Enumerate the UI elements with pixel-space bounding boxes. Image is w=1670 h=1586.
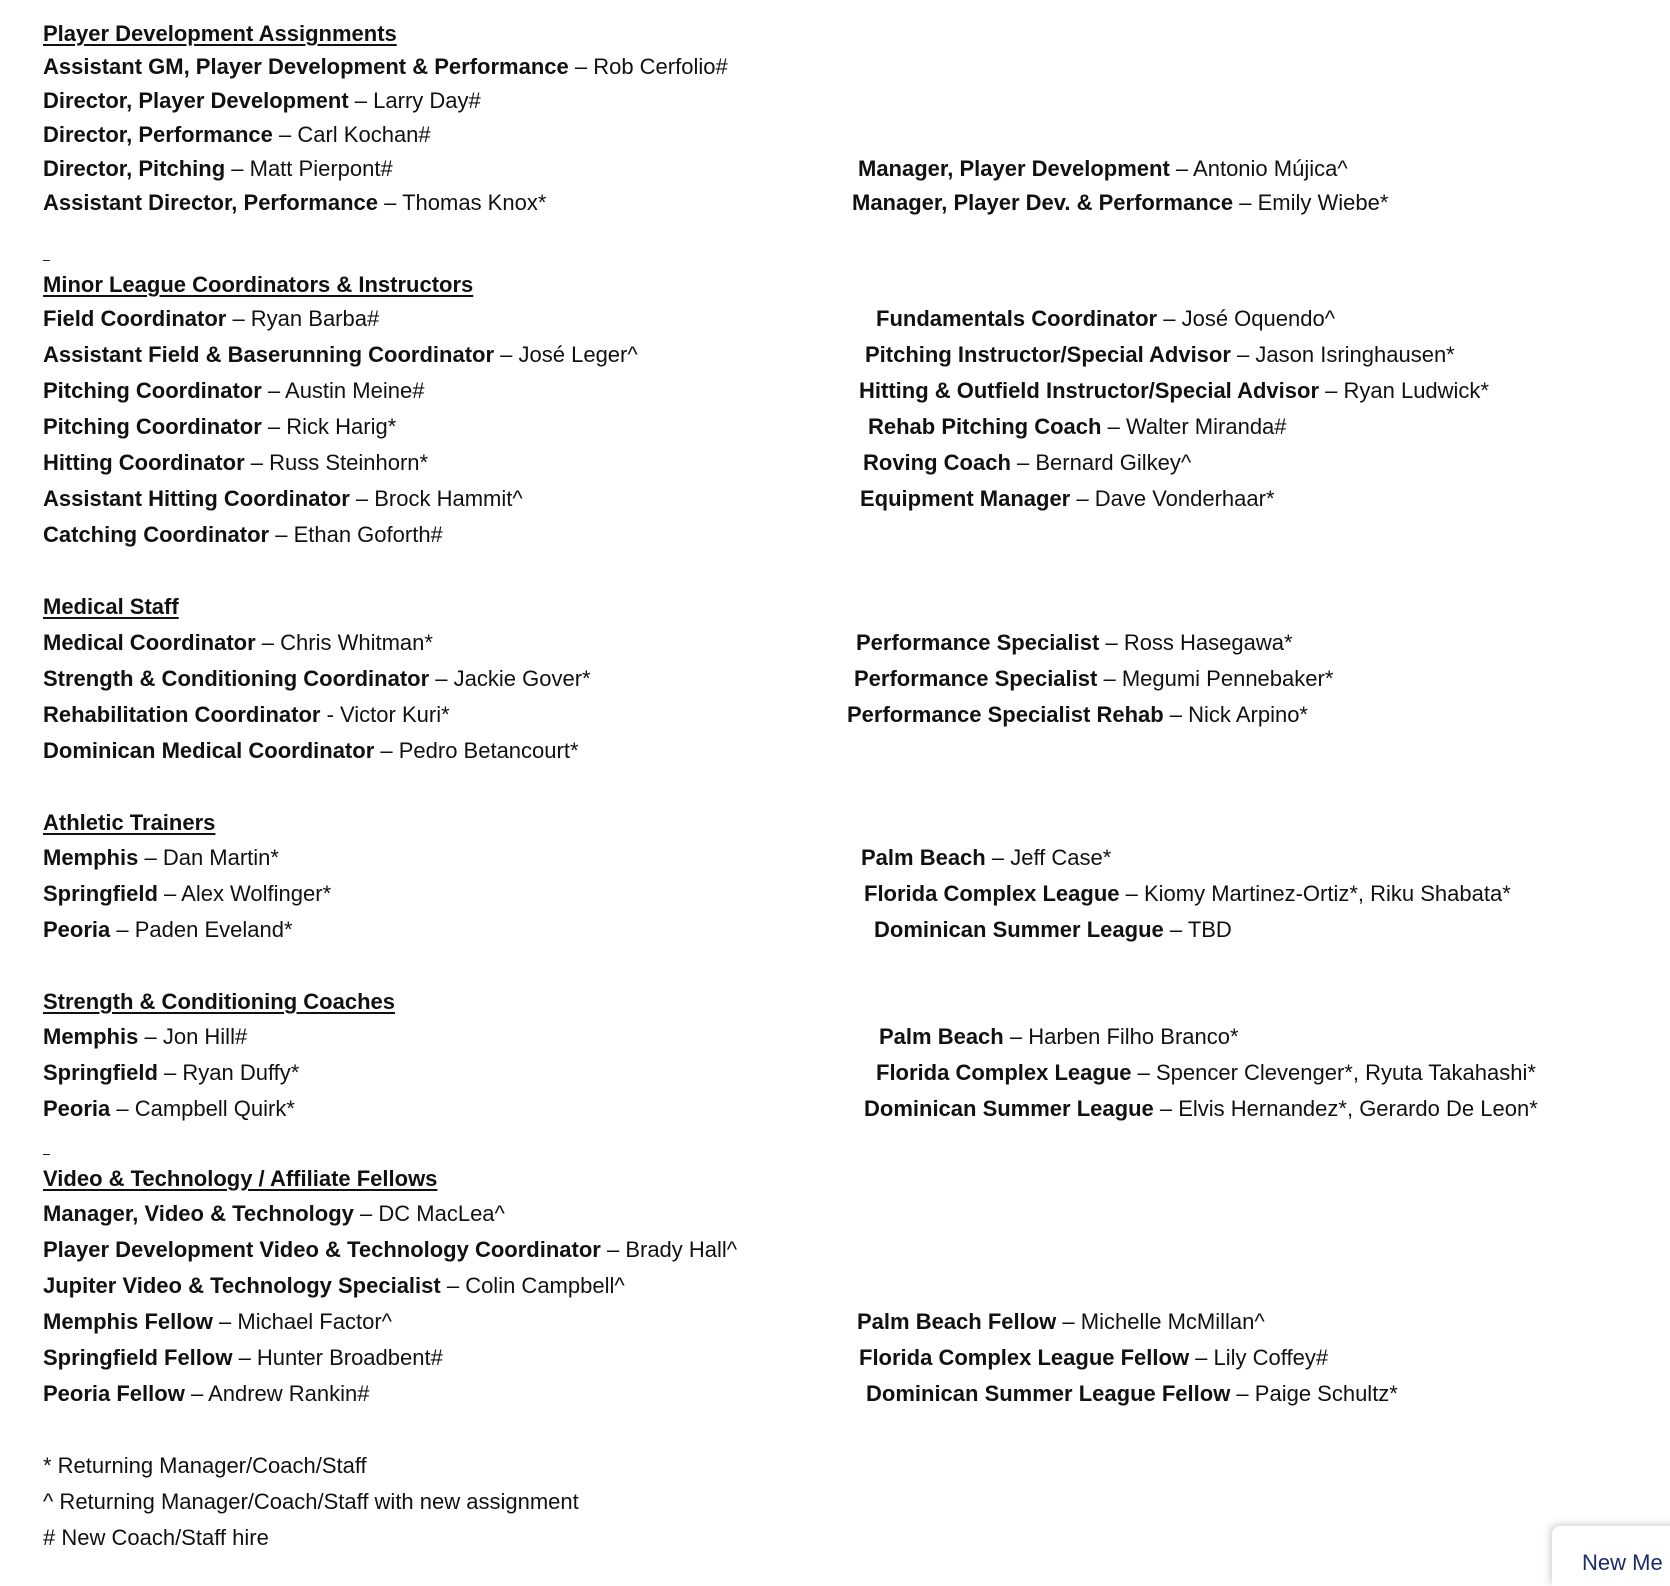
staff-entry: Memphis – Dan Martin*	[43, 845, 279, 870]
divider-mark	[43, 260, 50, 261]
staff-entry: Memphis – Jon Hill#	[43, 1024, 248, 1049]
legend-returning: * Returning Manager/Coach/Staff	[43, 1453, 367, 1478]
staff-entry: Florida Complex League – Spencer Clevenger*, Ryuta Takahashi*	[876, 1060, 1536, 1085]
section-heading-player-development: Player Development Assignments	[43, 21, 397, 46]
staff-entry: Springfield – Alex Wolfinger*	[43, 881, 332, 906]
staff-entry: Florida Complex League Fellow – Lily Coffey#	[859, 1345, 1329, 1370]
section-heading-strength-coaches: Strength & Conditioning Coaches	[43, 989, 395, 1014]
staff-entry: Pitching Coordinator – Austin Meine#	[43, 378, 425, 403]
staff-entry: Assistant Field & Baserunning Coordinator – José Leger^	[43, 342, 638, 367]
staff-entry: Manager, Player Dev. & Performance – Emily Wiebe*	[852, 190, 1389, 215]
staff-entry: Palm Beach – Harben Filho Branco*	[879, 1024, 1239, 1049]
staff-entry: Jupiter Video & Technology Specialist – Colin Campbell^	[43, 1273, 625, 1298]
staff-entry: Rehabilitation Coordinator - Victor Kuri*	[43, 702, 450, 727]
staff-entry: Palm Beach – Jeff Case*	[861, 845, 1112, 870]
staff-entry: Performance Specialist – Ross Hasegawa*	[856, 630, 1293, 655]
staff-entry: Springfield – Ryan Duffy*	[43, 1060, 300, 1085]
staff-entry: Assistant Hitting Coordinator – Brock Hammit^	[43, 486, 523, 511]
staff-entry: Strength & Conditioning Coordinator – Jackie Gover*	[43, 666, 591, 691]
staff-entry: Player Development Video & Technology Coordinator – Brady Hall^	[43, 1237, 738, 1262]
staff-entry: Peoria – Paden Eveland*	[43, 917, 293, 942]
staff-entry: Dominican Summer League – Elvis Hernandez*, Gerardo De Leon*	[864, 1096, 1538, 1121]
section-heading-video-technology: Video & Technology / Affiliate Fellows	[43, 1166, 438, 1191]
staff-entry: Rehab Pitching Coach – Walter Miranda#	[868, 414, 1287, 439]
staff-entry: Roving Coach – Bernard Gilkey^	[863, 450, 1192, 475]
staff-entry: Performance Specialist Rehab – Nick Arpino*	[847, 702, 1308, 727]
staff-entry: Hitting & Outfield Instructor/Special Advisor – Ryan Ludwick*	[859, 378, 1489, 403]
staff-entry: Equipment Manager – Dave Vonderhaar*	[860, 486, 1275, 511]
staff-entry: Peoria – Campbell Quirk*	[43, 1096, 295, 1121]
staff-entry: Director, Performance – Carl Kochan#	[43, 122, 431, 147]
new-message-widget[interactable]	[1552, 1526, 1670, 1586]
staff-entry: Pitching Coordinator – Rick Harig*	[43, 414, 397, 439]
new-message-label: New Me	[1582, 1550, 1663, 1575]
staff-entry: Dominican Summer League – TBD	[874, 917, 1232, 942]
divider-mark	[43, 1154, 50, 1155]
staff-entry: Assistant Director, Performance – Thomas Knox*	[43, 190, 547, 215]
staff-entry: Medical Coordinator – Chris Whitman*	[43, 630, 433, 655]
section-heading-athletic-trainers: Athletic Trainers	[43, 810, 216, 835]
staff-entry: Peoria Fellow – Andrew Rankin#	[43, 1381, 370, 1406]
staff-entry: Assistant GM, Player Development & Performance – Rob Cerfolio#	[43, 54, 728, 79]
staff-entry: Florida Complex League – Kiomy Martinez-Ortiz*, Riku Shabata*	[864, 881, 1511, 906]
staff-entry: Director, Pitching – Matt Pierpont#	[43, 156, 393, 181]
staff-entry: Fundamentals Coordinator – José Oquendo^	[876, 306, 1336, 331]
staff-entry: Palm Beach Fellow – Michelle McMillan^	[857, 1309, 1265, 1334]
staff-entry: Springfield Fellow – Hunter Broadbent#	[43, 1345, 443, 1370]
staff-entry: Manager, Video & Technology – DC MacLea^	[43, 1201, 505, 1226]
staff-entry: Pitching Instructor/Special Advisor – Jason Isringhausen*	[865, 342, 1455, 367]
staff-entry: Performance Specialist – Megumi Pennebaker*	[854, 666, 1334, 691]
staff-entry: Manager, Player Development – Antonio Mújica^	[858, 156, 1348, 181]
staff-entry: Hitting Coordinator – Russ Steinhorn*	[43, 450, 429, 475]
staff-entry: Field Coordinator – Ryan Barba#	[43, 306, 380, 331]
section-heading-coordinators: Minor League Coordinators & Instructors	[43, 272, 474, 297]
legend-new-hire: # New Coach/Staff hire	[43, 1525, 269, 1550]
staff-entry: Dominican Summer League Fellow – Paige Schultz*	[866, 1381, 1398, 1406]
staff-entry: Catching Coordinator – Ethan Goforth#	[43, 522, 443, 547]
section-heading-medical-staff: Medical Staff	[43, 594, 179, 619]
staff-entry: Dominican Medical Coordinator – Pedro Betancourt*	[43, 738, 579, 763]
legend-new-assignment: ^ Returning Manager/Coach/Staff with new assignment	[43, 1489, 579, 1514]
staff-entry: Director, Player Development – Larry Day#	[43, 88, 481, 113]
staff-entry: Memphis Fellow – Michael Factor^	[43, 1309, 392, 1334]
